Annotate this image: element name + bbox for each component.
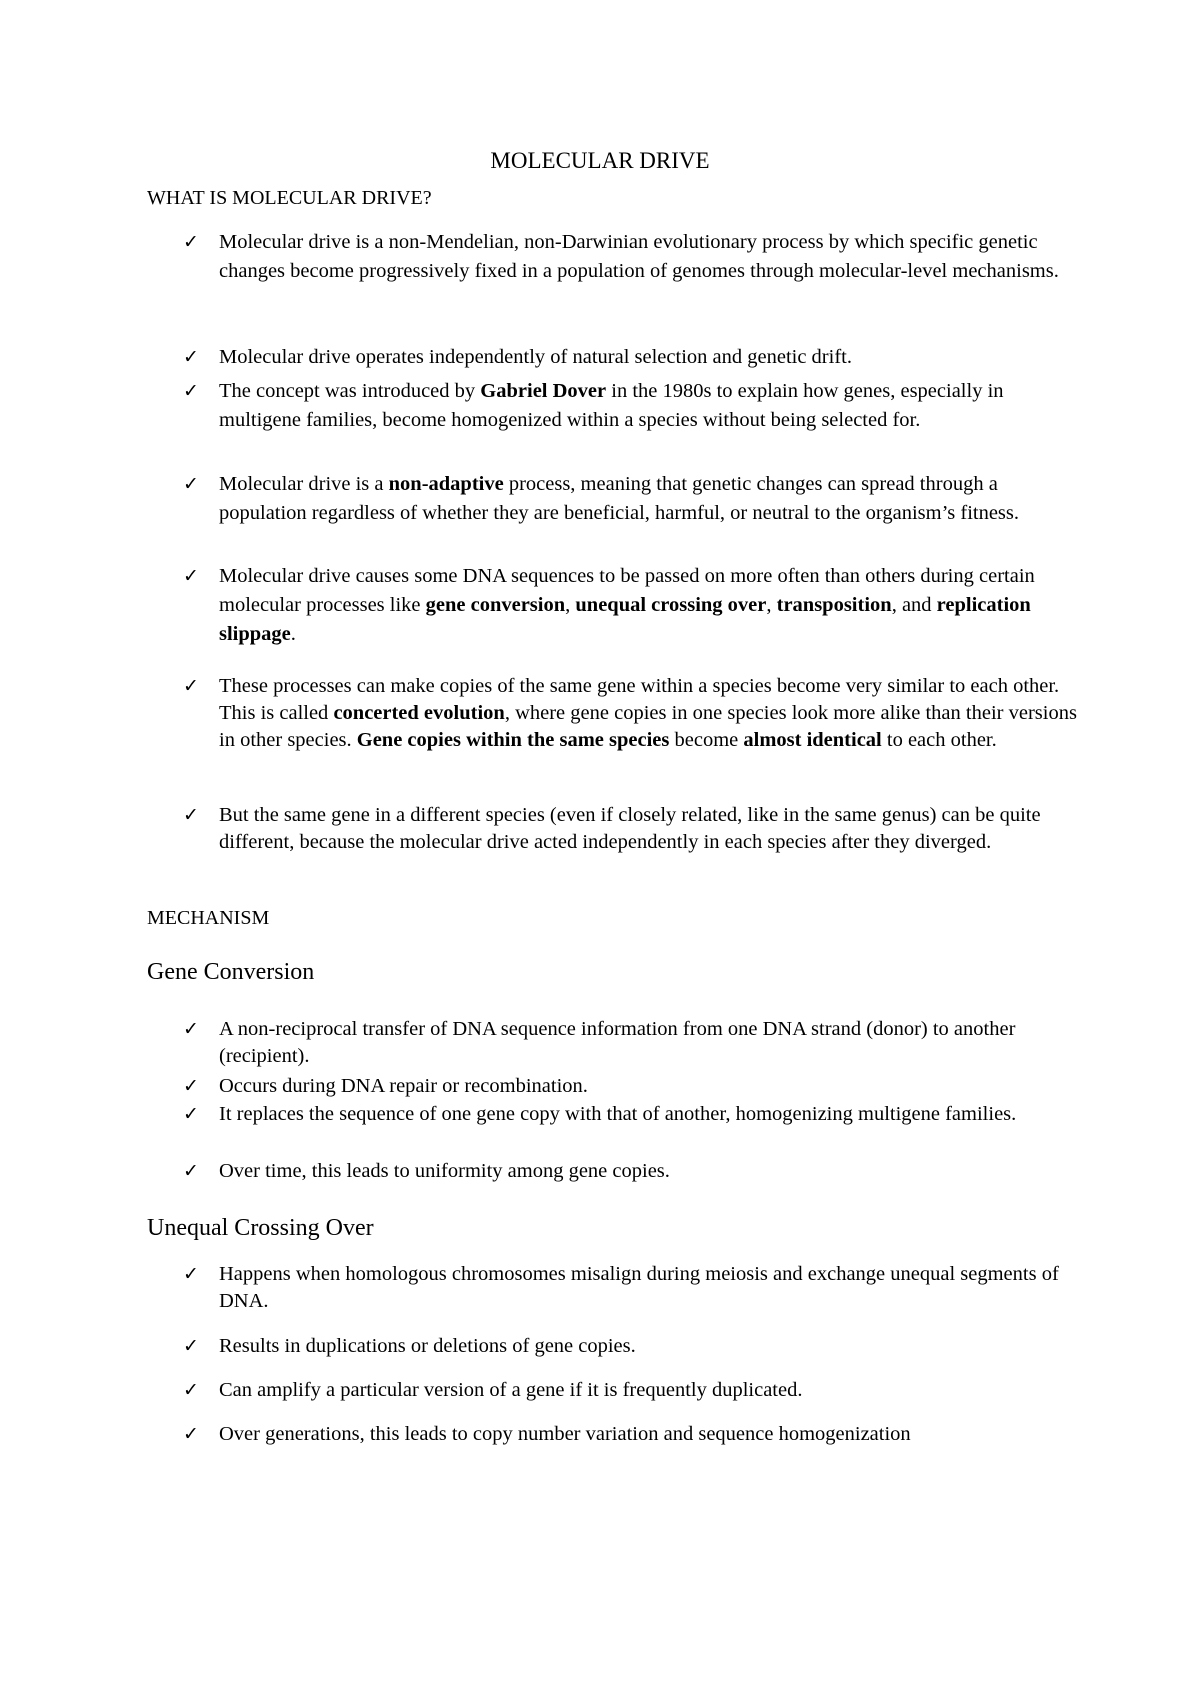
check-icon: ✓	[183, 1018, 199, 1040]
section-heading-what-is: WHAT IS MOLECULAR DRIVE?	[147, 187, 432, 209]
check-icon: ✓	[183, 1103, 199, 1125]
list-item-text: But the same gene in a different species (even if closely related, like in the same genus) can be quite different, because the molecular drive acted independently in each species after they diverged.	[219, 804, 1041, 853]
list-item	[183, 1333, 1083, 1360]
list-item-text: These processes can make copies of the same gene within a species become very similar to each other. This is called concerted evolution, where gene copies in one species look more alike than their versions in other species. Gene copies within the same species become almost identical to each other.	[219, 675, 1077, 751]
list-item-text: A non-reciprocal transfer of DNA sequence information from one DNA strand (donor) to another (recipient).	[219, 1018, 1016, 1067]
check-icon: ✓	[183, 565, 199, 587]
list-item	[183, 1377, 1083, 1404]
check-icon: ✓	[183, 1160, 199, 1182]
list-item	[183, 377, 1083, 435]
list-item-text: Happens when homologous chromosomes misalign during meiosis and exchange unequal segments of DNA.	[219, 1263, 1059, 1312]
list-item	[183, 1421, 1083, 1448]
check-icon: ✓	[183, 1423, 199, 1445]
subheading-unequal-crossing-over: Unequal Crossing Over	[147, 1215, 374, 1241]
section-heading-mechanism: MECHANISM	[147, 907, 270, 929]
check-icon: ✓	[183, 1075, 199, 1097]
list-item-text: Occurs during DNA repair or recombination.	[219, 1075, 588, 1097]
list-item	[183, 1016, 1083, 1070]
list-item	[183, 802, 1083, 856]
subheading-gene-conversion: Gene Conversion	[147, 959, 315, 985]
list-item	[183, 228, 1083, 286]
list-item	[183, 1158, 1083, 1185]
check-icon: ✓	[183, 1379, 199, 1401]
document-title: MOLECULAR DRIVE	[490, 148, 710, 173]
list-item-text: Over time, this leads to uniformity among gene copies.	[219, 1160, 670, 1182]
check-icon: ✓	[183, 1335, 199, 1357]
list-item	[183, 1101, 1083, 1128]
list-item-text: The concept was introduced by Gabriel Dover in the 1980s to explain how genes, especially in multigene families, become homogenized within a species without being selected for.	[219, 380, 1004, 431]
list-item	[183, 562, 1083, 649]
list-item-text: Can amplify a particular version of a gene if it is frequently duplicated.	[219, 1379, 803, 1401]
list-item	[183, 1073, 1083, 1100]
list-item-text: Molecular drive causes some DNA sequences to be passed on more often than others during certain molecular processes like gene conversion, unequal crossing over, transposition, and replication slippage.	[219, 565, 1035, 645]
check-icon: ✓	[183, 1263, 199, 1285]
list-item	[183, 470, 1083, 528]
list-item	[183, 343, 1083, 372]
check-icon: ✓	[183, 473, 199, 495]
list-item-text: Molecular drive operates independently of natural selection and genetic drift.	[219, 346, 852, 368]
list-item-text: Molecular drive is a non-Mendelian, non-Darwinian evolutionary process by which specific genetic changes become progressively fixed in a population of genomes through molecular-level mechanisms.	[219, 231, 1059, 282]
check-icon: ✓	[183, 231, 199, 253]
check-icon: ✓	[183, 675, 199, 697]
list-item-text: Over generations, this leads to copy number variation and sequence homogenization	[219, 1423, 911, 1445]
list-item	[183, 1261, 1083, 1315]
check-icon: ✓	[183, 804, 199, 826]
list-item	[183, 673, 1083, 754]
list-item-text: It replaces the sequence of one gene copy with that of another, homogenizing multigene families.	[219, 1103, 1017, 1125]
list-item-text: Molecular drive is a non-adaptive process, meaning that genetic changes can spread through a population regardless of whether they are beneficial, harmful, or neutral to the organism’s fitness.	[219, 473, 1020, 524]
list-item-text: Results in duplications or deletions of gene copies.	[219, 1335, 636, 1357]
check-icon: ✓	[183, 380, 199, 402]
check-icon: ✓	[183, 346, 199, 368]
